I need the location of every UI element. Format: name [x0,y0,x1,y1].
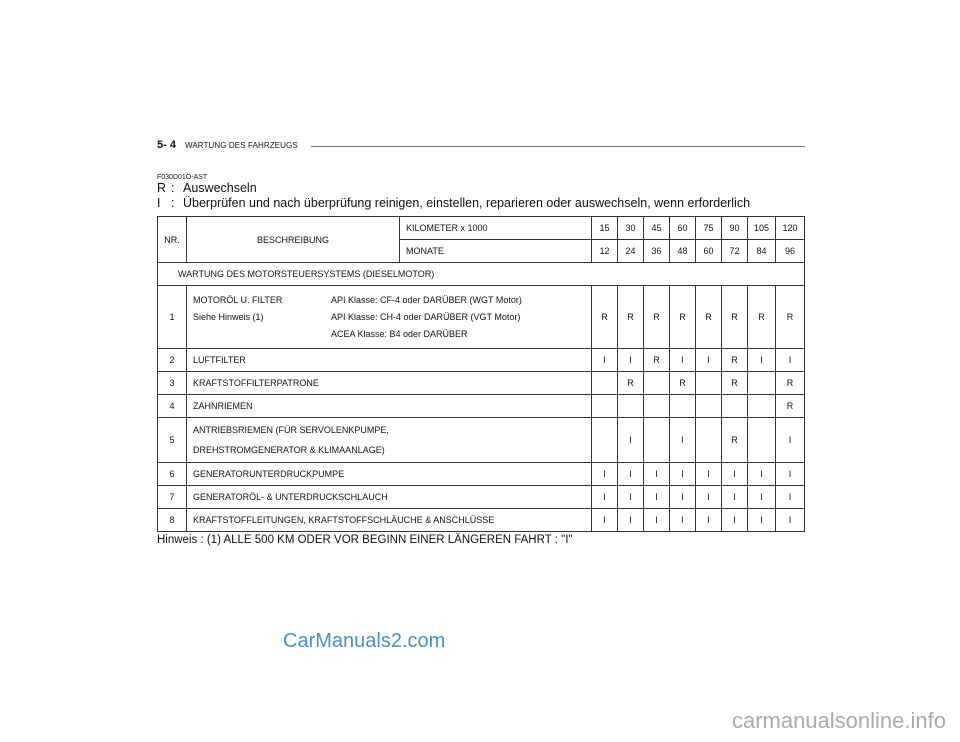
table-row [158,418,805,463]
km-cell: 120 [776,217,805,240]
table-row [158,509,805,532]
schedule-cell: I [696,486,722,509]
schedule-cell: R [722,372,748,395]
months-cell: 12 [592,240,618,263]
schedule-cell [748,372,776,395]
schedule-cell: I [776,463,805,486]
row-nr: 7 [158,486,187,509]
schedule-cell: I [592,486,618,509]
schedule-cell: I [618,418,644,463]
oil-description [187,286,592,349]
legend-i [157,196,817,210]
schedule-cell: I [670,463,696,486]
schedule-cell: R [592,286,618,349]
belt-description [187,418,592,463]
schedule-cell [670,395,696,418]
row-nr: 5 [158,418,187,463]
page-header [157,139,805,153]
legend-r-text: Auswechseln [183,181,257,195]
months-cell: 84 [748,240,776,263]
row-description: KRAFTSTOFFILTERPATRONE [187,372,592,395]
schedule-cell: I [592,509,618,532]
legend-i-key: I [157,196,161,210]
km-cell: 75 [696,217,722,240]
schedule-cell: I [670,509,696,532]
schedule-cell [592,418,618,463]
months-header: MONATE [400,240,592,263]
schedule-cell: I [748,509,776,532]
schedule-cell: I [670,418,696,463]
schedule-cell [644,395,670,418]
km-cell: 30 [618,217,644,240]
header-rule [311,146,805,147]
table-row [158,349,805,372]
legend-i-text: Überprüfen und nach überprüfung reinigen, einstellen, reparieren oder auswechseln, wenn erforderlich [183,196,751,210]
months-cell: 72 [722,240,748,263]
schedule-cell [592,372,618,395]
section-title: WARTUNG DES FAHRZEUGS [185,141,298,150]
schedule-cell: I [696,509,722,532]
km-header: KILOMETER x 1000 [400,217,592,240]
schedule-cell: R [722,349,748,372]
row-description: KRAFTSTOFFLEITUNGEN, KRAFTSTOFFSCHLÄUCHE & ANSCHLÜSSE [187,509,592,532]
header-row-km [158,217,805,240]
footer-watermark: carmanualsonline.info [731,708,946,733]
table-row [158,463,805,486]
schedule-cell: I [722,463,748,486]
oil-line-2-left: Siehe Hinweis (1) [193,312,264,322]
oil-line-1-right: API Klasse: CF-4 oder DARÜBER (WGT Motor) [331,295,522,305]
page-number: 5- 4 [157,139,176,151]
schedule-cell: I [618,509,644,532]
schedule-cell [592,395,618,418]
schedule-cell: I [722,509,748,532]
oil-line-1-left: MOTORÖL U. FILTER [193,295,283,305]
table-row [158,286,805,349]
row-nr: 3 [158,372,187,395]
schedule-cell [696,395,722,418]
table-row [158,372,805,395]
schedule-cell [722,395,748,418]
km-cell: 15 [592,217,618,240]
row-description: GENERATORUNTERDRUCKPUMPE [187,463,592,486]
group-title-row [158,263,805,286]
schedule-cell: I [748,486,776,509]
km-cell: 45 [644,217,670,240]
schedule-cell: I [618,463,644,486]
schedule-cell: R [776,372,805,395]
row-description: LUFTFILTER [187,349,592,372]
schedule-cell: I [748,349,776,372]
months-cell: 60 [696,240,722,263]
row-description: GENERATORÖL- & UNTERDRUCKSCHLAUCH [187,486,592,509]
row-nr: 1 [158,286,187,349]
schedule-cell: I [592,349,618,372]
row-nr: 6 [158,463,187,486]
schedule-cell: I [722,486,748,509]
schedule-cell [696,372,722,395]
schedule-cell: R [696,286,722,349]
schedule-cell [748,418,776,463]
schedule-cell: R [670,372,696,395]
km-cell: 105 [748,217,776,240]
legend-r-key: R [157,181,167,195]
document-code: F030D01O-AST [157,174,208,181]
group-title: WARTUNG DES MOTORSTEUERSYSTEMS (DIESELMOTOR) [158,263,805,286]
schedule-cell: R [670,286,696,349]
schedule-cell: R [722,418,748,463]
row-nr: 8 [158,509,187,532]
schedule-cell: I [670,349,696,372]
schedule-cell: I [776,418,805,463]
footnote: Hinweis : (1) ALLE 500 KM ODER VOR BEGINN EINER LÄNGEREN FAHRT : "I" [157,534,573,546]
watermark-logo: CarManuals2.com [283,630,446,652]
schedule-cell: I [644,486,670,509]
schedule-cell: I [644,509,670,532]
schedule-cell: I [776,509,805,532]
table-row [158,395,805,418]
schedule-cell: I [618,349,644,372]
schedule-cell: I [670,486,696,509]
schedule-cell: R [776,286,805,349]
km-cell: 60 [670,217,696,240]
schedule-cell [748,395,776,418]
schedule-cell: R [644,286,670,349]
schedule-cell: I [748,463,776,486]
schedule-cell: R [644,349,670,372]
schedule-cell [644,372,670,395]
schedule-cell: R [748,286,776,349]
schedule-cell: R [618,372,644,395]
schedule-cell: I [696,463,722,486]
km-cell: 90 [722,217,748,240]
months-cell: 96 [776,240,805,263]
schedule-cell: I [592,463,618,486]
months-cell: 36 [644,240,670,263]
oil-line-2-right: API Klasse: CH-4 oder DARÜBER (VGT Motor) [331,312,521,322]
row-description: ZAHNRIEMEN [187,395,592,418]
table-row [158,486,805,509]
schedule-cell [644,418,670,463]
schedule-cell [696,418,722,463]
row-nr: 4 [158,395,187,418]
schedule-cell: R [722,286,748,349]
schedule-cell: R [618,286,644,349]
schedule-cell: I [776,349,805,372]
row-nr: 2 [158,349,187,372]
schedule-cell: I [776,486,805,509]
description-header: BESCHREIBUNG [187,217,400,263]
schedule-cell: I [618,486,644,509]
oil-line-3-right: ACEA Klasse: B4 oder DARÜBER [331,329,468,339]
schedule-cell: R [776,395,805,418]
schedule-cell: I [644,463,670,486]
belt-description-line: ANTRIEBSRIEMEN (FÜR SERVOLENKPUMPE, [193,425,389,435]
months-cell: 24 [618,240,644,263]
legend-separator: : [171,196,175,210]
nr-header: NR. [158,217,187,263]
maintenance-schedule-table [157,216,805,532]
legend-r [157,181,817,195]
schedule-cell [618,395,644,418]
schedule-cell: I [696,349,722,372]
legend-separator: : [171,181,175,195]
belt-description-line: DREHSTROMGENERATOR & KLIMAANLAGE) [193,445,385,455]
months-cell: 48 [670,240,696,263]
